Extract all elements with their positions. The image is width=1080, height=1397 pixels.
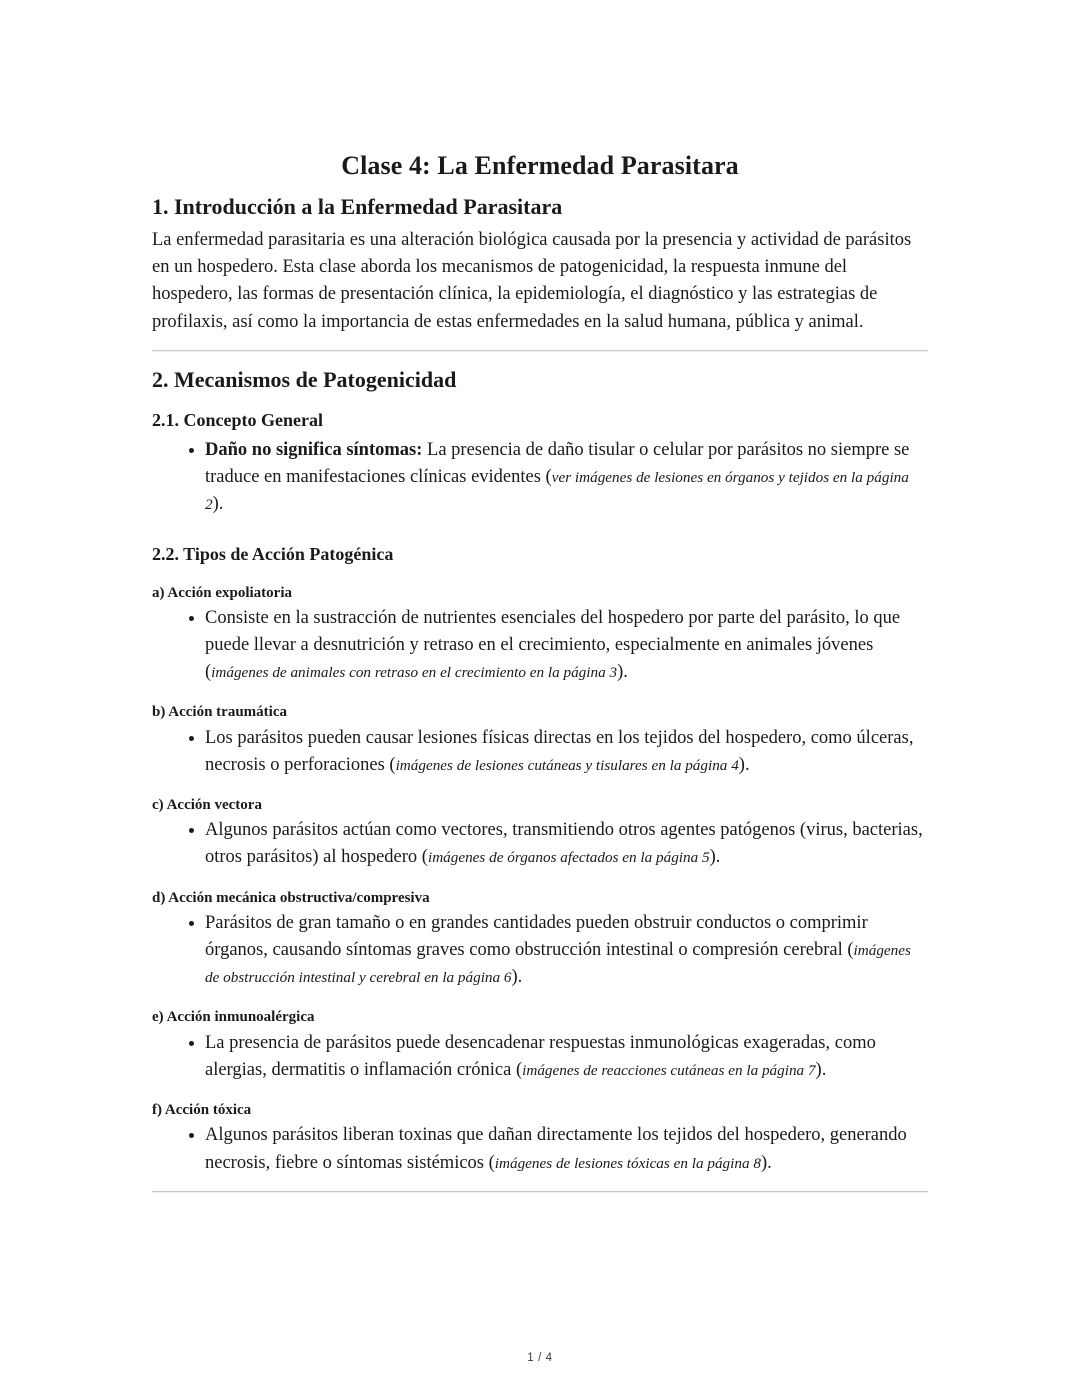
item-label-d: d) Acción mecánica obstructiva/compresiva: [152, 889, 430, 906]
bullet-tail-text: ).: [760, 1152, 772, 1173]
section-divider-top: [152, 350, 928, 352]
bullet-note-text: imágenes de órganos afectados en la página 5: [427, 849, 710, 867]
bullet-tail-text: ).: [511, 967, 523, 988]
bullet-list-d: [152, 910, 928, 992]
item-label-c: c) Acción vectora: [152, 797, 262, 814]
bullet-tail-text: ).: [617, 662, 628, 683]
bullet-body-text: La presencia de parásitos puede desencadenar respuestas inmunológicas exageradas, como alergias, dermatitis o inflamación crónica (: [205, 1032, 876, 1080]
bullet-list-f: [152, 1122, 928, 1176]
bullet-note-text: imágenes de reacciones cutáneas en la página 7: [522, 1061, 816, 1079]
bullet-list-c: [152, 817, 928, 871]
subsection-heading-2-1: 2.1. Concepto General: [152, 410, 323, 431]
document-content: [152, 150, 928, 1207]
item-label-b: b) Acción traumática: [152, 704, 287, 721]
bullet-body-text: Algunos parásitos actúan como vectores, transmitiendo otros agentes patógenos (virus, bacterias, otros parásitos) al hospedero (: [205, 820, 923, 868]
bullet-tail-text: ).: [212, 494, 224, 515]
bullet-body-text: Los parásitos pueden causar lesiones físicas directas en los tejidos del hospedero, como úlceras, necrosis o perforaciones (: [205, 727, 914, 775]
page-title: Clase 4: La Enfermedad Parasitara: [341, 151, 739, 180]
section-heading-2: 2. Mecanismos de Patogenicidad: [152, 366, 457, 392]
bullet-body-text: Parásitos de gran tamaño o en grandes cantidades pueden obstruir conductos o comprimir órganos, causando síntomas graves como obstrucción intestinal o compresión cerebral (: [205, 912, 868, 961]
bullet-list-e: [152, 1030, 928, 1084]
bullet-note-text: imágenes de lesiones tóxicas en la página 8: [494, 1154, 761, 1172]
bullet-body-text: La presencia de daño tisular o celular por parásitos no siempre se traduce en manifestaciones clínicas evidentes (: [205, 439, 910, 487]
bullet-list-b: [152, 725, 928, 779]
bullet-body-text: Consiste en la sustracción de nutrientes esenciales del hospedero por parte del parásito, lo que puede llevar a desnutrición y retraso en el crecimiento, especialmente en animales jóvenes (: [205, 607, 901, 683]
list-item: [152, 1122, 928, 1176]
list-item: [152, 1030, 928, 1084]
list-item: [152, 605, 928, 687]
bullet-body-text: Algunos parásitos liberan toxinas que dañan directamente los tejidos del hospedero, generando necrosis, fiebre o síntomas sistémicos (: [205, 1125, 907, 1173]
section-heading-1: 1. Introducción a la Enfermedad Parasitara: [152, 193, 563, 219]
bullet-note-text: imágenes de animales con retraso en el crecimiento en la página 3: [211, 664, 618, 682]
list-item: [152, 437, 928, 519]
item-label-e: e) Acción inmunoalérgica: [152, 1009, 315, 1026]
page-number: 1 / 4: [527, 1352, 553, 1364]
bullet-lead-text: Daño no significa síntomas:: [205, 439, 423, 460]
bullet-list-a: [152, 605, 928, 687]
bullet-note-text: ver imágenes de lesiones en órganos y tejidos en la página 2: [205, 468, 909, 514]
bullet-tail-text: ).: [815, 1059, 827, 1080]
item-label-f: f) Acción tóxica: [152, 1102, 252, 1119]
list-item: [152, 910, 928, 992]
section-divider-bottom: [152, 1191, 928, 1193]
list-item: [152, 817, 928, 871]
bullet-tail-text: ).: [709, 847, 721, 868]
bullet-note-text: imágenes de obstrucción intestinal y cerebral en la página 6: [205, 942, 911, 987]
subsection-heading-2-2: 2.2. Tipos de Acción Patogénica: [152, 544, 394, 565]
section-1-paragraph: La enfermedad parasitaria es una alteración biológica causada por la presencia y actividad de parásitos en un hospedero. Esta clase aborda los mecanismos de patogenicidad, la respuesta inmune del hospedero, las formas de presentación clínica, la epidemiología, el diagnóstico y las estrategias de profilaxis, así como la importancia de estas enfermedades en la salud humana, pública y animal.: [152, 230, 912, 332]
bullet-list-2-1: [152, 437, 928, 519]
spacer: [152, 522, 928, 528]
bullet-tail-text: ).: [738, 754, 750, 775]
bullet-note-text: imágenes de lesiones cutáneas y tisulares en la página 4: [395, 756, 739, 774]
item-label-a: a) Acción expoliatoria: [152, 584, 292, 601]
list-item: [152, 725, 928, 779]
